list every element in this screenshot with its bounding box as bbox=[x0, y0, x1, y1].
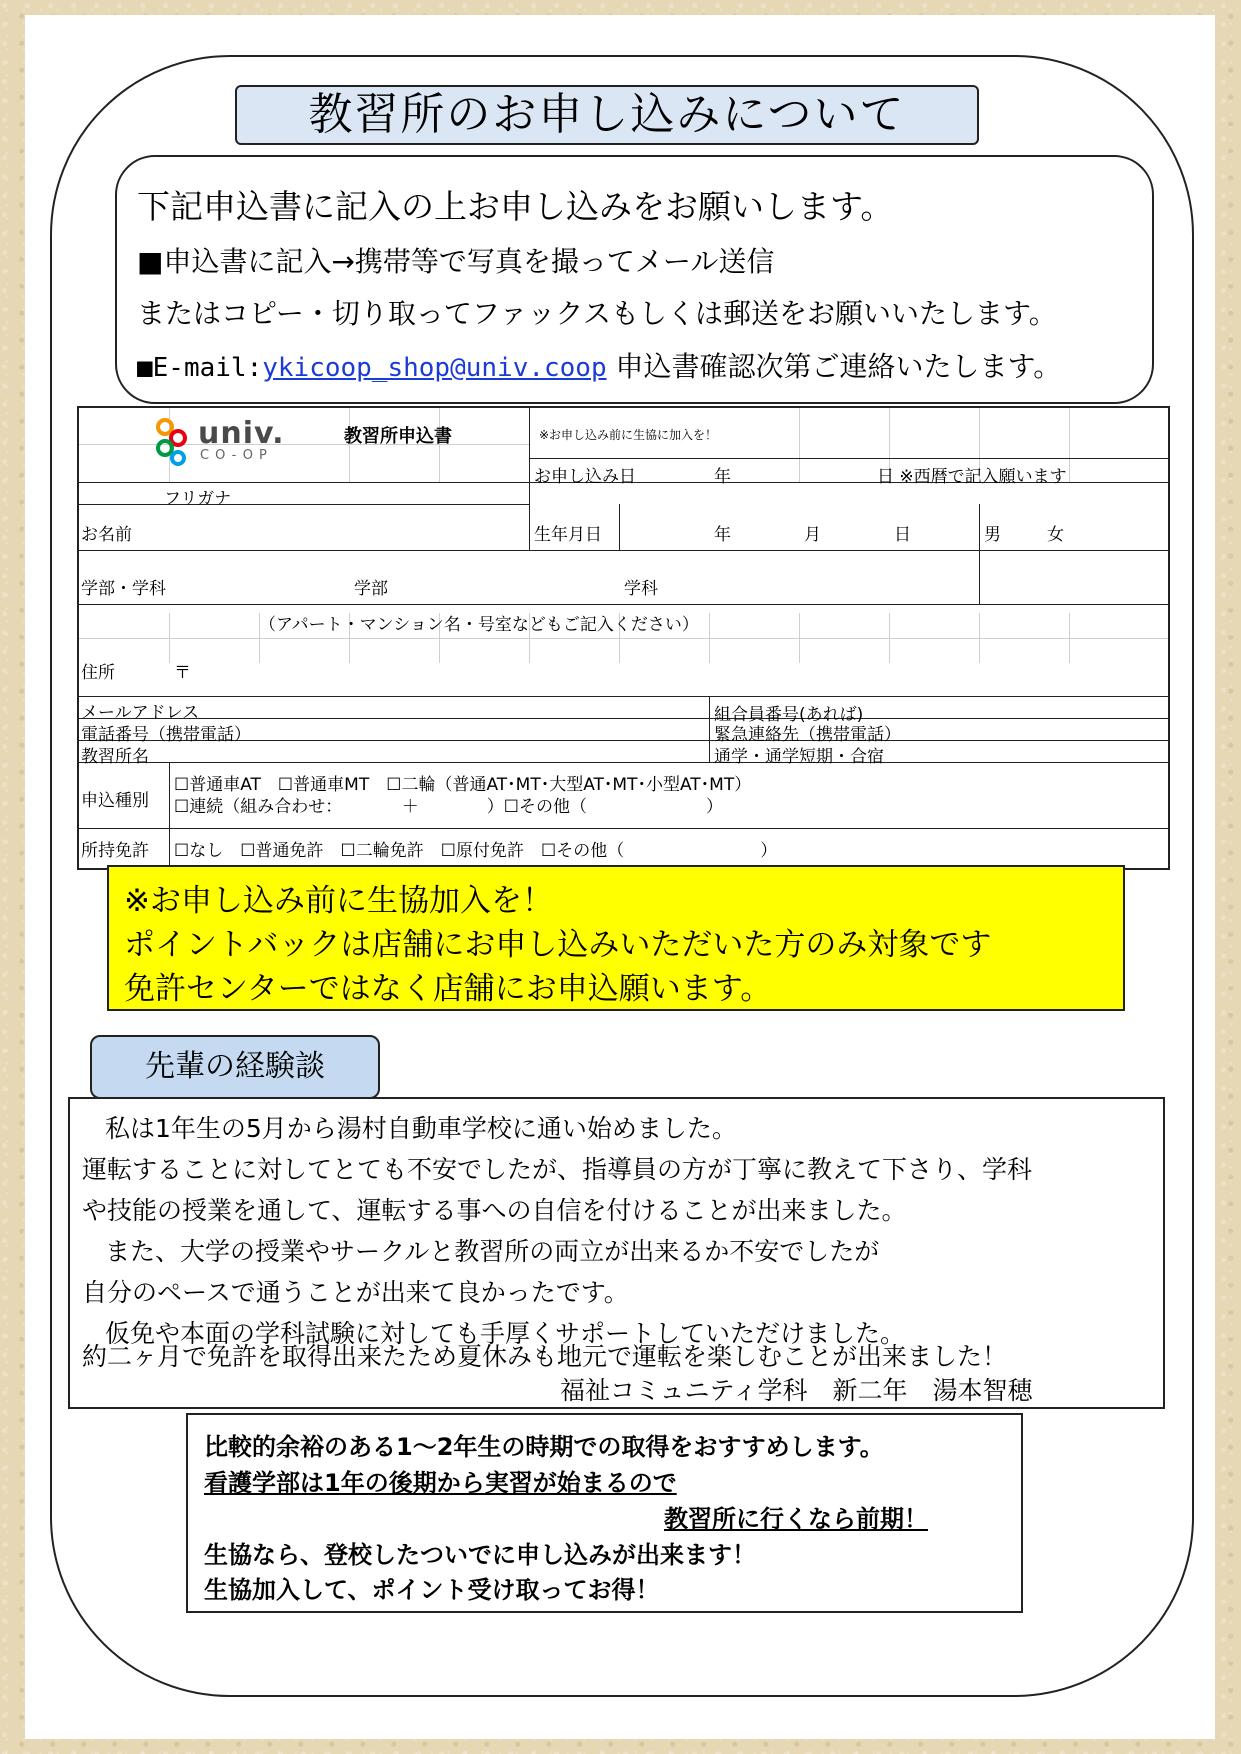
story-line: 私は1年生の5月から湯村自動車学校に通い始めました。 bbox=[105, 1114, 737, 1143]
emergency-contact-label: 緊急連絡先（携帯電話） bbox=[714, 725, 901, 745]
intro-line-1: 下記申込書に記入の上お申し込みをお願いします。 bbox=[137, 187, 894, 226]
apply-day-note: 日 ※西暦で記入願います bbox=[877, 467, 1067, 487]
female-option[interactable]: 女 bbox=[1047, 525, 1064, 545]
school-name-label: 教習所名 bbox=[81, 747, 149, 767]
form-note: ※お申し込み前に生協に加入を！ bbox=[539, 428, 718, 442]
faculty-label: 学部・学科 bbox=[81, 579, 166, 599]
story-line: 約二ヶ月で免許を取得出来たため夏休みも地元で運転を楽しむことが出来ました！ bbox=[82, 1342, 1008, 1371]
email-label: メールアドレス bbox=[81, 703, 200, 723]
rec-line-2: 看護学部は1年の後期から実習が始まるので bbox=[204, 1469, 677, 1497]
license-label: 所持免許 bbox=[81, 841, 149, 861]
email-link[interactable]: ykicoop_shop@univ.coop bbox=[262, 353, 607, 383]
story-tab: 先輩の経験談 bbox=[90, 1035, 380, 1099]
course-label: 学科 bbox=[624, 579, 658, 599]
male-option[interactable]: 男 bbox=[984, 525, 1001, 545]
apply-type-options-2[interactable]: ☐連続（組み合わせ： ＋ ）☐その他（ ） bbox=[174, 797, 723, 817]
univ-coop-logo bbox=[154, 418, 294, 466]
phone-label: 電話番号（携帯電話） bbox=[81, 725, 251, 745]
notice-line-3: 免許センターではなく店舗にお申込願います。 bbox=[124, 971, 772, 1007]
apply-type-options-1[interactable]: ☐普通車AT ☐普通車MT ☐二輪（普通AT･MT･大型AT･MT･小型AT･MT） bbox=[174, 775, 752, 795]
notice-box bbox=[107, 865, 1125, 1011]
rec-line-3: 教習所に行くなら前期！ bbox=[664, 1505, 928, 1533]
coop-logo-icon bbox=[154, 418, 194, 466]
intro-line-4 bbox=[137, 345, 1061, 385]
story-line: 運転することに対してとても不安でしたが、指導員の方が丁寧に教えて下さり、学科 bbox=[82, 1155, 1033, 1184]
commute-type-label: 通学・通学短期・合宿 bbox=[714, 747, 884, 767]
name-label: お名前 bbox=[81, 525, 132, 545]
application-form bbox=[77, 406, 1170, 870]
address-note: （アパート・マンション名・号室などもご記入ください） bbox=[259, 615, 699, 635]
logo-coop-text: CO-OP bbox=[200, 448, 273, 463]
address-label: 住所 bbox=[81, 663, 115, 683]
furigana-label: フリガナ bbox=[164, 489, 232, 509]
member-number-label: 組合員番号(あれば) bbox=[714, 705, 864, 725]
apply-date-label: お申し込み日 bbox=[534, 467, 636, 487]
form-heading: 教習所申込書 bbox=[344, 426, 452, 447]
story-author: 福祉コミュニティ学科 新二年 湯本智穂 bbox=[560, 1376, 1033, 1405]
apply-year-label: 年 bbox=[714, 467, 731, 487]
rec-line-1: 比較的余裕のある1～2年生の時期での取得をおすすめします。 bbox=[204, 1433, 884, 1461]
intro-line-2: ■申込書に記入→携帯等で写真を撮ってメール送信 bbox=[137, 245, 775, 278]
story-line: 仮免や本面の学科試験に対しても手厚くサポートしていただけました。 bbox=[105, 1319, 906, 1348]
notice-line-2: ポイントバックは店舗にお申し込みいただいた方のみ対象です bbox=[124, 927, 992, 963]
birth-year-label: 年 bbox=[714, 525, 731, 545]
email-suffix: 申込書確認次第ご連絡いたします。 bbox=[606, 350, 1062, 383]
birth-day-label: 日 bbox=[894, 525, 911, 545]
intro-line-3: またはコピー・切り取ってファックスもしくは郵送をお願いいたします。 bbox=[137, 297, 1057, 330]
birth-month-label: 月 bbox=[804, 525, 821, 545]
story-line: 自分のペースで通うことが出来て良かったです。 bbox=[82, 1278, 629, 1307]
license-options[interactable]: ☐なし ☐普通免許 ☐二輪免許 ☐原付免許 ☐その他（ ） bbox=[174, 841, 778, 861]
apply-type-label: 申込種別 bbox=[81, 791, 149, 811]
recommendation-box bbox=[186, 1413, 1023, 1613]
story-box bbox=[68, 1097, 1165, 1409]
story-line: や技能の授業を通して、運転する事への自信を付けることが出来ました。 bbox=[82, 1196, 907, 1225]
story-line: また、大学の授業やサークルと教習所の両立が出来るか不安でしたが bbox=[105, 1237, 880, 1266]
page-title: 教習所のお申し込みについて bbox=[235, 85, 979, 145]
logo-univ-text: univ. bbox=[198, 416, 285, 451]
postal-mark: 〒 bbox=[174, 663, 191, 683]
rec-line-5: 生協加入して、ポイント受け取ってお得！ bbox=[204, 1576, 660, 1604]
rec-line-4: 生協なら、登校したついでに申し込みが出来ます！ bbox=[204, 1541, 756, 1569]
intro-box bbox=[115, 155, 1154, 404]
email-prefix: ■E-mail: bbox=[137, 353, 263, 383]
dept-label: 学部 bbox=[354, 579, 388, 599]
birthday-label: 生年月日 bbox=[534, 525, 602, 545]
notice-line-1: ※お申し込み前に生協加入を！ bbox=[124, 883, 553, 919]
